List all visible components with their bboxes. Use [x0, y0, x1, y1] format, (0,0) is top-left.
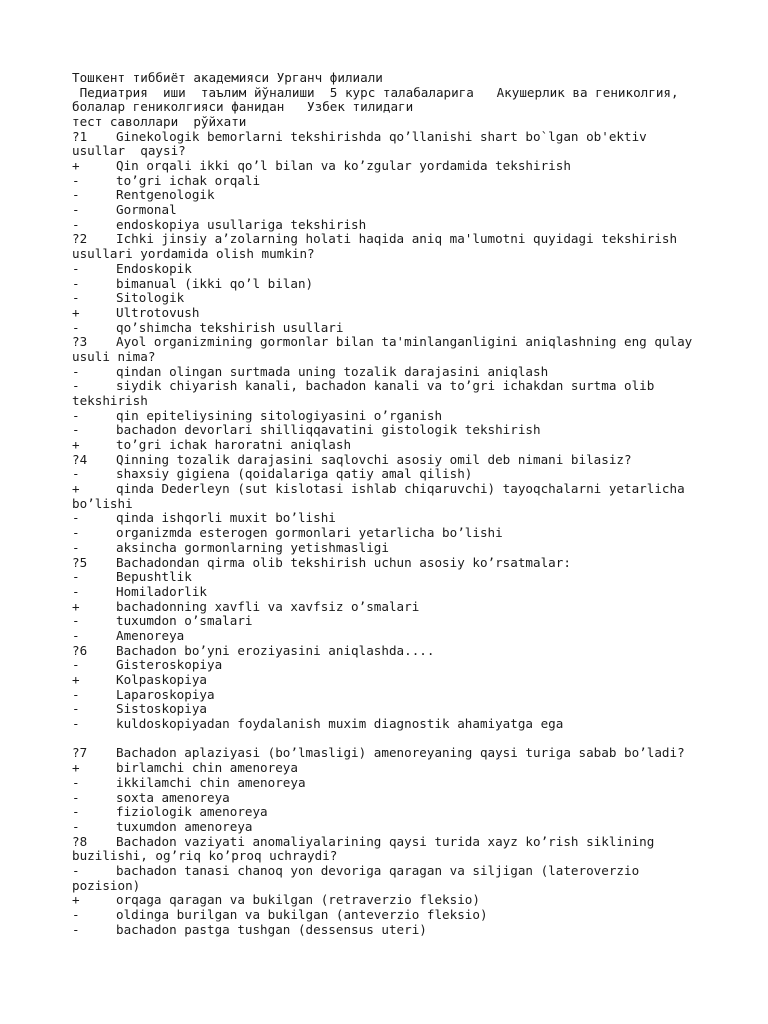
answer-marker: -: [72, 290, 80, 306]
header-subject: болалар гениколгияси фанидан Узбек тилидаги: [72, 99, 414, 115]
answer-marker: -: [72, 363, 80, 379]
answer-marker: +: [72, 158, 80, 174]
answer-marker: -: [72, 407, 80, 423]
answer-text: shaxsiy gigiena (qoidalariga qatiy amal qilish): [116, 466, 473, 482]
answer-marker: -: [72, 716, 80, 732]
answer-option: [72, 526, 712, 541]
answer-option: [72, 717, 712, 732]
answer-option: [72, 614, 712, 629]
answer-option: [72, 409, 712, 424]
document-page: [72, 71, 712, 937]
header-program: Педиатрия иши таълим йўналиши 5 курс талабаларига Акушерлик ва гениколгия,: [72, 84, 679, 100]
answer-option: [72, 438, 712, 453]
question-text-continued: buzilishi, og’riq ko’proq uchraydi?: [72, 848, 338, 864]
answer-option: [72, 482, 712, 497]
answer-marker: +: [72, 672, 80, 688]
answer-text: endoskopiya usullariga tekshirish: [116, 216, 367, 232]
answer-text: aksincha gormonlarning yetishmasligi: [116, 539, 389, 555]
question-number: ?2: [72, 231, 88, 247]
answer-text: Qin orqali ikki qo’l bilan va ko’zgular yordamida tekshirish: [116, 158, 571, 174]
question-number: ?4: [72, 451, 88, 467]
answer-option: [72, 585, 712, 600]
answer-marker: -: [72, 627, 80, 643]
question-number: ?8: [72, 833, 88, 849]
answer-text: bimanual (ikki qo’l bilan): [116, 275, 314, 291]
question-row: [72, 644, 712, 659]
answer-option: [72, 262, 712, 277]
question-block: [72, 835, 712, 938]
answer-text: Gormonal: [116, 202, 177, 218]
answer-marker: -: [72, 907, 80, 922]
answer-option: [72, 570, 712, 585]
answer-option: [72, 306, 712, 321]
question-block: [72, 746, 712, 834]
question-block: [72, 644, 712, 732]
answer-marker: -: [72, 804, 80, 820]
answer-text: tuxumdon o’smalari: [116, 613, 253, 629]
answer-text: qo’shimcha tekshirish usullari: [116, 319, 344, 335]
answer-option: [72, 321, 712, 336]
answer-marker: -: [72, 260, 80, 276]
answer-text: Gisteroskopiya: [116, 657, 223, 673]
answer-option: [72, 365, 712, 380]
answer-option: [72, 467, 712, 482]
question-block: [72, 130, 712, 233]
answer-option: [72, 820, 712, 835]
question-text: Bachadondan qirma olib tekshirish uchun asosiy ko’rsatmalar:: [116, 554, 571, 570]
answer-marker: +: [72, 304, 80, 320]
answer-text: bachadonning xavfli va xavfsiz o’smalari: [116, 598, 420, 614]
answer-text: to’gri ichak haroratni aniqlash: [116, 437, 352, 453]
answer-marker: -: [72, 862, 80, 878]
answer-marker: -: [72, 510, 80, 526]
question-number: ?1: [72, 128, 88, 144]
answer-option: [72, 291, 712, 306]
answer-text: qinda ishqorli muxit bo’lishi: [116, 510, 336, 526]
answer-option: [72, 188, 712, 203]
question-text: Ichki jinsiy a’zolarning holati haqida aniq ma'lumotni quyidagi tekshirish: [116, 231, 678, 247]
answer-option: [72, 805, 712, 820]
question-block: [72, 453, 712, 556]
answer-text: to’gri ichak orqali: [116, 172, 261, 188]
answer-option: [72, 923, 712, 938]
answer-text: orqaga qaragan va bukilgan (retraverzio fleksio): [116, 892, 480, 908]
question-row: [72, 335, 712, 350]
answer-marker: -: [72, 613, 80, 629]
question-number: ?6: [72, 642, 88, 658]
answer-text: bachadon pastga tushgan (dessensus uteri): [116, 921, 427, 937]
question-block: [72, 335, 712, 452]
question-text: Qinning tozalik darajasini saqlovchi asosiy omil deb nimani bilasiz?: [116, 451, 632, 467]
answer-option: [72, 702, 712, 717]
answer-text: Sitologik: [116, 290, 185, 306]
answer-marker: -: [72, 686, 80, 702]
answer-marker: -: [72, 378, 80, 394]
answer-option: [72, 908, 712, 923]
question-text: Bachadon vaziyati anomaliyalarining qaysi turida xayz ko’rish siklining: [116, 833, 655, 849]
question-row: [72, 232, 712, 247]
answer-marker: -: [72, 789, 80, 805]
answer-option: [72, 673, 712, 688]
answer-text: Endoskopik: [116, 260, 192, 276]
answer-text: Amenoreya: [116, 627, 185, 643]
question-row: [72, 453, 712, 468]
answer-option: [72, 511, 712, 526]
answer-text-continued: tekshirish: [72, 393, 148, 409]
answer-text: birlamchi chin amenoreya: [116, 760, 298, 776]
answer-marker: +: [72, 437, 80, 453]
answer-option: [72, 174, 712, 189]
answer-text: qin epiteliysining sitologiyasini o’rganish: [116, 407, 443, 423]
question-list: [72, 130, 712, 938]
answer-text: Kolpaskopiya: [116, 672, 207, 688]
question-block: [72, 232, 712, 335]
answer-text: Ultrotovush: [116, 304, 200, 320]
question-text: Bachadon aplaziyasi (bo’lmasligi) amenoreyaning qaysi turiga sabab bo’ladi?: [116, 745, 685, 761]
answer-text: qindan olingan surtmada uning tozalik darajasini aniqlash: [116, 363, 549, 379]
question-number: ?7: [72, 745, 88, 761]
answer-text: ikkilamchi chin amenoreya: [116, 774, 306, 790]
question-text: Ayol organizmining gormonlar bilan ta'minlanganligini aniqlashning eng qulay: [116, 334, 693, 350]
question-text: Bachadon bo’yni eroziyasini aniqlashda....: [116, 642, 435, 658]
answer-text: siydik chiyarish kanali, bachadon kanali va to’gri ichakdan surtma olib: [116, 378, 655, 394]
answer-marker: -: [72, 187, 80, 203]
answer-marker: -: [72, 701, 80, 717]
answer-text: organizmda esterogen gormonlari yetarlicha bo’lishi: [116, 525, 503, 541]
answer-marker: -: [72, 202, 80, 218]
blank-line: [72, 732, 712, 747]
answer-option: [72, 218, 712, 233]
answer-option: [72, 600, 712, 615]
answer-text: qinda Dederleyn (sut kislotasi ishlab chiqaruvchi) tayoqchalarni yetarlicha: [116, 481, 685, 497]
answer-option: [72, 277, 712, 292]
answer-text: bachadon devorlari shilliqqavatini gistologik tekshirish: [116, 422, 541, 438]
answer-text: Rentgenologik: [116, 187, 215, 203]
answer-text: Bepushtlik: [116, 569, 192, 585]
answer-marker: +: [72, 760, 80, 776]
answer-text: soxta amenoreya: [116, 789, 230, 805]
question-row: [72, 746, 712, 761]
answer-marker: -: [72, 422, 80, 438]
question-number: ?5: [72, 554, 88, 570]
header-institution: Тошкент тиббиёт академияси Урганч филиали: [72, 70, 383, 85]
answer-marker: -: [72, 583, 80, 599]
answer-text-continued: bo’lishi: [72, 495, 133, 511]
answer-option: [72, 776, 712, 791]
question-row: [72, 556, 712, 571]
answer-text: oldinga burilgan va bukilgan (anteverzio fleksio): [116, 907, 488, 922]
answer-marker: -: [72, 525, 80, 541]
answer-marker: -: [72, 466, 80, 482]
answer-marker: -: [72, 818, 80, 834]
answer-text: kuldoskopiyadan foydalanish muxim diagnostik ahamiyatga ega: [116, 716, 564, 732]
answer-option: [72, 203, 712, 218]
question-text-continued: usuli nima?: [72, 348, 156, 364]
answer-marker: -: [72, 657, 80, 673]
answer-option: [72, 541, 712, 556]
answer-marker: +: [72, 481, 80, 497]
answer-text: Homiladorlik: [116, 583, 207, 599]
answer-text: Laparoskopiya: [116, 686, 215, 702]
header-list-title: тест саволлари рўйхати: [72, 114, 247, 130]
question-text-continued: usullari yordamida olish mumkin?: [72, 246, 315, 262]
answer-marker: -: [72, 774, 80, 790]
answer-option: [72, 864, 712, 879]
answer-marker: -: [72, 319, 80, 335]
answer-option: [72, 379, 712, 394]
answer-option: [72, 159, 712, 174]
answer-marker: +: [72, 892, 80, 908]
answer-option: [72, 629, 712, 644]
question-block: [72, 556, 712, 644]
answer-text: bachadon tanasi chanoq yon devoriga qaragan va siljigan (lateroverzio: [116, 862, 640, 878]
answer-option: [72, 688, 712, 703]
answer-text: tuxumdon amenoreya: [116, 818, 253, 834]
answer-option: [72, 658, 712, 673]
answer-option: [72, 761, 712, 776]
question-row: [72, 835, 712, 850]
answer-marker: -: [72, 921, 80, 937]
answer-option: [72, 791, 712, 806]
answer-marker: +: [72, 598, 80, 614]
answer-option: [72, 423, 712, 438]
answer-marker: -: [72, 569, 80, 585]
answer-text: Sistoskopiya: [116, 701, 207, 717]
answer-marker: -: [72, 275, 80, 291]
answer-marker: -: [72, 172, 80, 188]
answer-marker: -: [72, 216, 80, 232]
question-text-continued: usullar qaysi?: [72, 143, 186, 159]
answer-text: fiziologik amenoreya: [116, 804, 268, 820]
question-text: Ginekologik bemorlarni tekshirishda qo’llanishi shart bo`lgan ob'ektiv: [116, 128, 647, 144]
answer-text-continued: pozision): [72, 877, 141, 893]
question-row: [72, 130, 712, 145]
question-number: ?3: [72, 334, 88, 350]
answer-option: [72, 893, 712, 908]
answer-marker: -: [72, 539, 80, 555]
